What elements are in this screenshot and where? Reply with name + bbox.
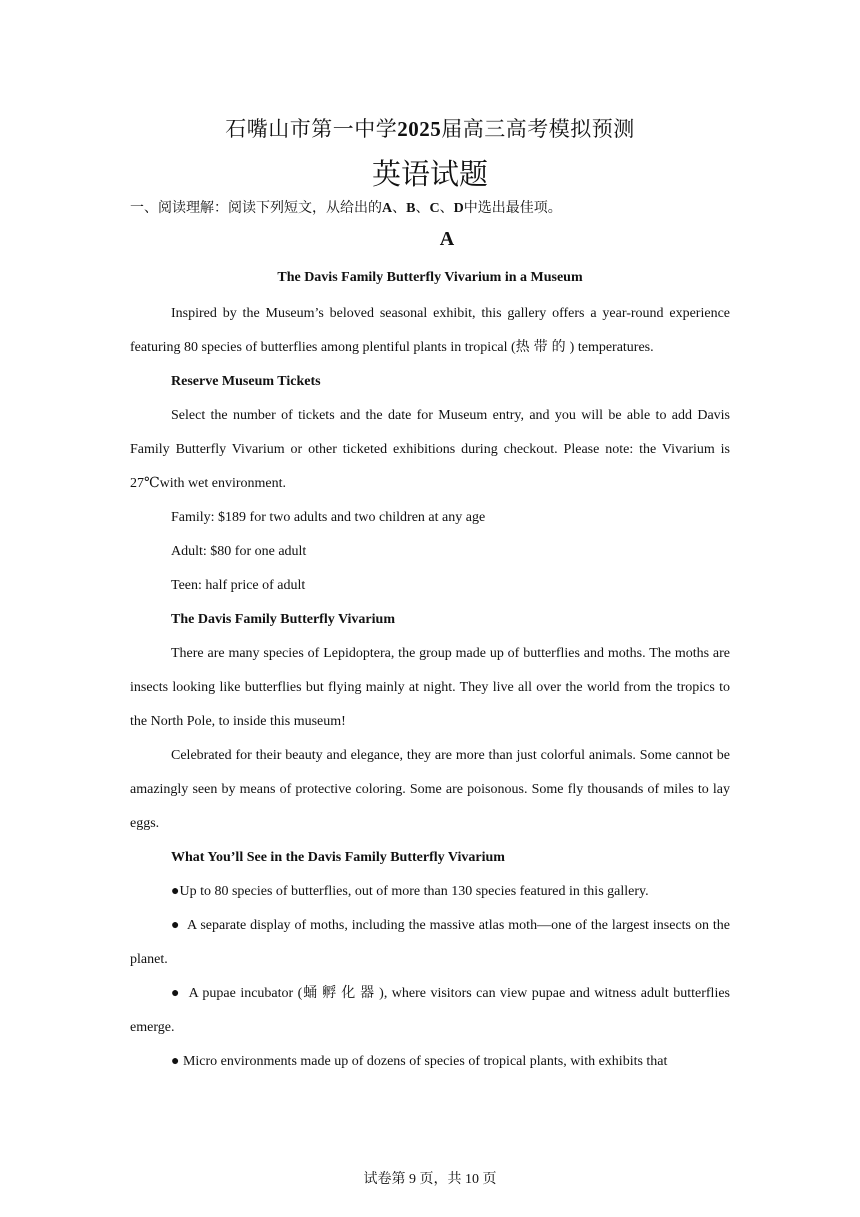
bullet-item: ● A pupae incubator (蛹孵化器), where visitors can view pupae and witness adult butterflies emerge. [130,986,730,1035]
passage-letter: A [439,228,455,250]
exam-year: 2025 [397,117,442,141]
article-title: The Davis Family Butterfly Vivarium in a Museum [277,270,583,285]
heading-reserve-tickets: Reserve Museum Tickets [171,374,321,389]
celebrated-paragraph: Celebrated for their beauty and elegance, they are more than just colorful animals. Some cannot be amazingly seen by means of protective coloring. Some are poisonous. Some fly thousands of miles to lay eggs. [130,748,730,831]
school-name: 石嘴山市第一中学 [225,117,398,141]
bullet-item: ● Micro environments made up of dozens of species of tropical plants, with exhibits that [171,1054,668,1069]
heading-what-you-see: What You’ll See in the Davis Family Butterfly Vivarium [171,850,505,865]
reserve-paragraph: Select the number of tickets and the date for Museum entry, and you will be able to add Davis Family Butterfly Vivarium or other ticketed exhibitions during checkout. Please note: the Vivarium is 27℃with wet environment. [130,408,730,491]
gloss-pupae-incubator: 蛹孵化器 [302,986,380,1001]
gloss-tropical: 热带的 [515,340,570,355]
bullet-icon: ● [171,1054,180,1069]
price-adult: Adult: $80 for one adult [171,544,307,559]
page-footer: 试卷第 9 页，共 10 页 [363,1172,497,1187]
bullet-icon: ● [171,884,180,899]
bullet-item: ● A separate display of moths, including the massive atlas moth—one of the largest insects on the planet. [130,918,730,967]
intro-paragraph: Inspired by the Museum’s beloved seasonal exhibit, this gallery offers a year-round experience featuring 80 species of butterflies among plentiful plants in tropical (热带的) temperatures. [130,306,730,355]
bullet-icon: ● [171,986,181,1001]
grade-exam-name: 届高三高考模拟预测 [441,117,635,141]
price-teen: Teen: half price of adult [171,578,306,593]
section-instruction: 一、阅读理解：阅读下列短文，从给出的A、B、C、D中选出最佳项。 [130,201,562,216]
bullet-icon: ● [171,918,180,933]
bullet-item: ●Up to 80 species of butterflies, out of more than 130 species featured in this gallery. [171,884,649,899]
school-title [0,113,860,143]
article-body [130,297,730,1079]
price-family: Family: $189 for two adults and two children at any age [171,510,486,525]
heading-vivarium: The Davis Family Butterfly Vivarium [171,612,395,627]
exam-title: 英语试题 [371,159,488,191]
lepidoptera-paragraph: There are many species of Lepidoptera, the group made up of butterflies and moths. The moths are insects looking like butterflies but flying mainly at night. They live all over the world from the tropics to the North Pole, to inside this museum! [130,646,730,729]
